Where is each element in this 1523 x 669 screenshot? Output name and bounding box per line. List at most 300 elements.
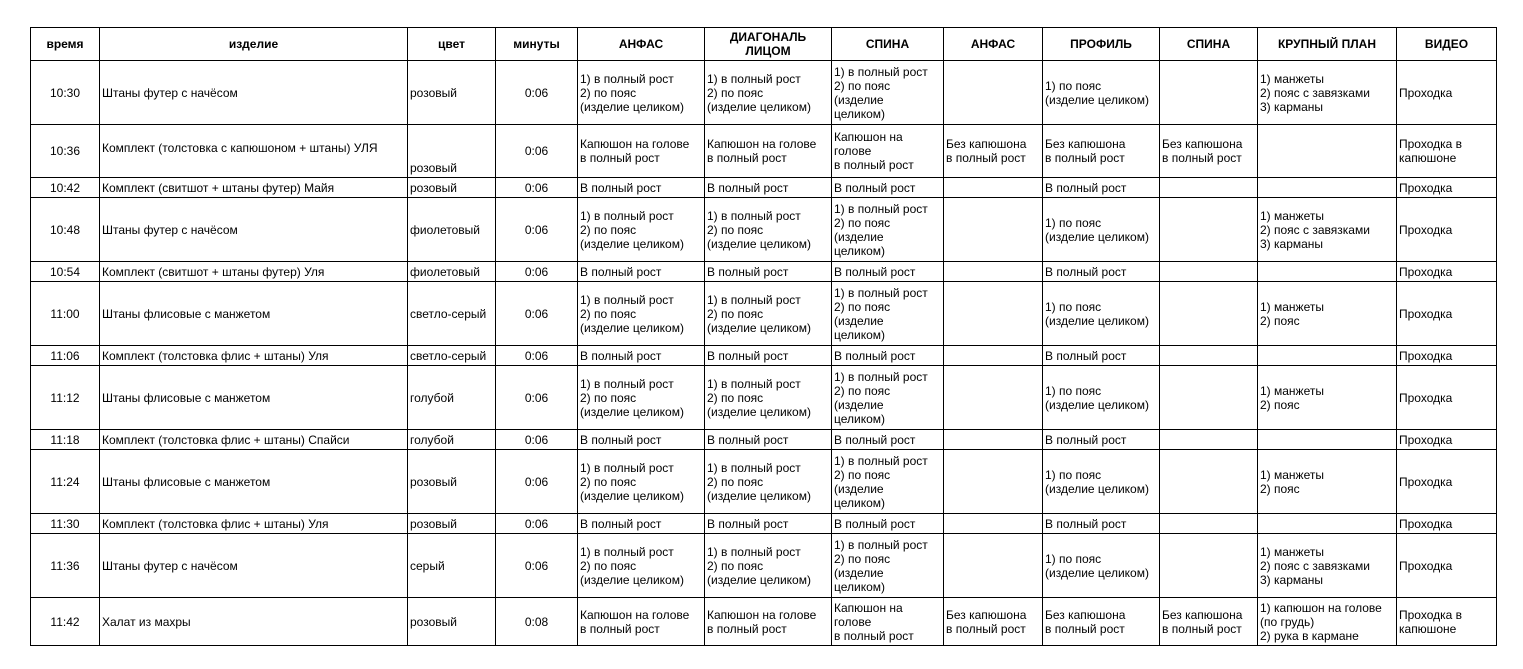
diagonal-cell bbox=[705, 534, 832, 598]
diagonal-cell bbox=[705, 450, 832, 514]
item-cell: Комплект (толстовка флис + штаны) Спайси bbox=[100, 430, 408, 450]
video-cell bbox=[1397, 514, 1497, 534]
cell-line: 2) рука в кармане bbox=[1260, 628, 1359, 643]
cell-line: В полный рост bbox=[834, 516, 916, 531]
time-cell: 11:24 bbox=[31, 450, 100, 514]
cell-line: В полный рост bbox=[580, 516, 662, 531]
cell-line: В полный рост bbox=[834, 432, 916, 447]
cell-line: 3) карманы bbox=[1260, 99, 1324, 114]
minutes-cell: 0:06 bbox=[496, 430, 578, 450]
cell-line: капюшоне bbox=[1399, 151, 1457, 165]
video-cell bbox=[1397, 366, 1497, 430]
cell-line: (изделие целиком) bbox=[580, 404, 684, 419]
cell-line: Проходка bbox=[1399, 222, 1453, 237]
back-cell bbox=[832, 282, 944, 346]
cell-line: 1) в полный рост bbox=[834, 537, 928, 552]
cell-line: (изделие целиком) bbox=[707, 572, 811, 587]
back-cell bbox=[832, 61, 944, 125]
item-cell: Штаны флисовые с манжетом bbox=[100, 282, 408, 346]
cell-line: 1) по пояс bbox=[1045, 383, 1102, 398]
profile-cell bbox=[1043, 262, 1160, 282]
cell-line: Проходка bbox=[1399, 306, 1453, 321]
time-cell: 10:54 bbox=[31, 262, 100, 282]
cell-line: Проходка bbox=[1399, 390, 1453, 405]
front-2-cell bbox=[944, 430, 1043, 450]
front-cell bbox=[578, 346, 705, 366]
cell-line: (изделие целиком) bbox=[580, 488, 684, 503]
cell-line: 1) в полный рост bbox=[707, 292, 801, 307]
cell-line: (изделие целиком) bbox=[580, 236, 684, 251]
cell-line: Капюшон на голове bbox=[580, 137, 690, 151]
diagonal-cell bbox=[705, 262, 832, 282]
profile-cell bbox=[1043, 430, 1160, 450]
cell-line: В полный рост bbox=[834, 180, 916, 195]
cell-line: 2) пояс bbox=[1260, 481, 1300, 496]
cell-line: 1) в полный рост bbox=[707, 376, 801, 391]
cell-line: 2) по пояс bbox=[707, 390, 764, 405]
item-cell: Халат из махры bbox=[100, 598, 408, 646]
cell-line: 1) в полный рост bbox=[580, 460, 674, 475]
header-back-2: СПИНА bbox=[1160, 28, 1258, 61]
cell-line: Проходка в bbox=[1399, 137, 1463, 151]
back-cell bbox=[832, 514, 944, 534]
front-2-cell bbox=[944, 346, 1043, 366]
color-cell: розовый bbox=[408, 598, 496, 646]
closeup-cell bbox=[1258, 598, 1397, 646]
closeup-cell bbox=[1258, 450, 1397, 514]
header-time: время bbox=[31, 28, 100, 61]
front-cell bbox=[578, 178, 705, 198]
cell-line: В полный рост bbox=[580, 348, 662, 363]
table-row bbox=[31, 598, 1497, 646]
color-cell: розовый bbox=[408, 514, 496, 534]
item-cell: Штаны флисовые с манжетом bbox=[100, 450, 408, 514]
back-2-cell bbox=[1160, 125, 1258, 178]
front-2-cell bbox=[944, 198, 1043, 262]
cell-line: Без капюшона bbox=[946, 137, 1027, 151]
cell-line: 2) по пояс bbox=[580, 222, 637, 237]
cell-line: 1) манжеты bbox=[1260, 299, 1324, 314]
cell-line: Проходка bbox=[1399, 432, 1453, 447]
cell-line: 1) капюшон на голове bbox=[1260, 600, 1382, 615]
item-cell: Комплект (свитшот + штаны футер) Уля bbox=[100, 262, 408, 282]
cell-line: 1) в полный рост bbox=[580, 544, 674, 559]
back-2-cell bbox=[1160, 450, 1258, 514]
cell-line: 2) по пояс bbox=[580, 558, 637, 573]
back-2-cell bbox=[1160, 282, 1258, 346]
cell-line: 2) по пояс bbox=[707, 306, 764, 321]
video-cell bbox=[1397, 178, 1497, 198]
color-cell: светло-серый bbox=[408, 282, 496, 346]
cell-line: Проходка bbox=[1399, 474, 1453, 489]
time-cell: 10:48 bbox=[31, 198, 100, 262]
schedule-body bbox=[31, 61, 1497, 646]
shooting-schedule-table bbox=[30, 27, 1497, 646]
profile-cell bbox=[1043, 598, 1160, 646]
time-cell: 11:30 bbox=[31, 514, 100, 534]
color-cell: фиолетовый bbox=[408, 198, 496, 262]
back-cell bbox=[832, 125, 944, 178]
back-2-cell bbox=[1160, 346, 1258, 366]
cell-line: 1) в полный рост bbox=[834, 64, 928, 79]
cell-line: голове bbox=[834, 614, 872, 629]
color-cell: розовый bbox=[408, 125, 496, 178]
table-row bbox=[31, 450, 1497, 514]
cell-line: Капюшон на голове bbox=[707, 137, 817, 151]
cell-line: 1) манжеты bbox=[1260, 208, 1324, 223]
item-cell: Комплект (толстовка флис + штаны) Уля bbox=[100, 346, 408, 366]
cell-line: 2) по пояс bbox=[834, 383, 891, 398]
back-cell bbox=[832, 598, 944, 646]
cell-line: (изделие целиком) bbox=[707, 99, 811, 114]
cell-line: 2) по пояс bbox=[834, 299, 891, 314]
front-cell bbox=[578, 450, 705, 514]
minutes-cell: 0:06 bbox=[496, 366, 578, 430]
video-cell bbox=[1397, 346, 1497, 366]
cell-line: в полный рост bbox=[834, 158, 914, 172]
back-cell bbox=[832, 430, 944, 450]
closeup-cell bbox=[1258, 262, 1397, 282]
cell-line: голове bbox=[834, 144, 872, 158]
cell-line: В полный рост bbox=[707, 264, 789, 279]
profile-cell bbox=[1043, 125, 1160, 178]
cell-line: 1) в полный рост bbox=[580, 292, 674, 307]
profile-cell bbox=[1043, 346, 1160, 366]
cell-line: Проходка bbox=[1399, 348, 1453, 363]
cell-line: В полный рост bbox=[1045, 516, 1127, 531]
video-cell bbox=[1397, 430, 1497, 450]
item-cell: Комплект (свитшот + штаны футер) Майя bbox=[100, 178, 408, 198]
cell-line: (изделие целиком) bbox=[580, 320, 684, 335]
cell-line: в полный рост bbox=[707, 621, 787, 636]
cell-line: Капюшон на голове bbox=[707, 607, 817, 622]
front-2-cell bbox=[944, 366, 1043, 430]
cell-line: Без капюшона bbox=[1045, 607, 1126, 622]
cell-line: (изделие целиком) bbox=[707, 236, 811, 251]
cell-line: (изделие bbox=[834, 397, 884, 412]
header-profile: ПРОФИЛЬ bbox=[1043, 28, 1160, 61]
cell-line: 1) по пояс bbox=[1045, 78, 1102, 93]
time-cell: 11:36 bbox=[31, 534, 100, 598]
profile-cell bbox=[1043, 282, 1160, 346]
closeup-cell bbox=[1258, 125, 1397, 178]
table-row bbox=[31, 346, 1497, 366]
cell-line: в полный рост bbox=[580, 621, 660, 636]
color-cell: голубой bbox=[408, 430, 496, 450]
front-2-cell bbox=[944, 178, 1043, 198]
time-cell: 11:12 bbox=[31, 366, 100, 430]
front-2-cell bbox=[944, 262, 1043, 282]
minutes-cell: 0:06 bbox=[496, 514, 578, 534]
cell-line: 1) по пояс bbox=[1045, 299, 1102, 314]
closeup-cell bbox=[1258, 282, 1397, 346]
back-cell bbox=[832, 450, 944, 514]
minutes-cell: 0:06 bbox=[496, 61, 578, 125]
back-cell bbox=[832, 366, 944, 430]
cell-line: в полный рост bbox=[1045, 621, 1125, 636]
profile-cell bbox=[1043, 534, 1160, 598]
profile-cell bbox=[1043, 61, 1160, 125]
back-cell bbox=[832, 198, 944, 262]
diagonal-cell bbox=[705, 125, 832, 178]
cell-line: (изделие целиком) bbox=[707, 488, 811, 503]
cell-line: 2) по пояс bbox=[834, 78, 891, 93]
diagonal-cell bbox=[705, 514, 832, 534]
header-front-2: АНФАС bbox=[944, 28, 1043, 61]
cell-line: (изделие целиком) bbox=[1045, 481, 1149, 496]
cell-line: целиком) bbox=[834, 495, 886, 510]
color-cell: серый bbox=[408, 534, 496, 598]
item-cell: Штаны футер с начёсом bbox=[100, 61, 408, 125]
cell-line: в полный рост bbox=[1162, 151, 1242, 165]
cell-line: 2) по пояс bbox=[834, 215, 891, 230]
cell-line: 2) по пояс bbox=[707, 474, 764, 489]
cell-line: 1) манжеты bbox=[1260, 544, 1324, 559]
minutes-cell: 0:06 bbox=[496, 346, 578, 366]
cell-line: В полный рост bbox=[1045, 432, 1127, 447]
color-cell: фиолетовый bbox=[408, 262, 496, 282]
header-closeup: КРУПНЫЙ ПЛАН bbox=[1258, 28, 1397, 61]
minutes-cell: 0:06 bbox=[496, 534, 578, 598]
header-row bbox=[31, 28, 1497, 61]
table-row bbox=[31, 514, 1497, 534]
closeup-cell bbox=[1258, 61, 1397, 125]
header-diagonal: ДИАГОНАЛЬ ЛИЦОМ bbox=[705, 28, 832, 61]
cell-line: в полный рост bbox=[580, 151, 660, 165]
minutes-cell: 0:06 bbox=[496, 198, 578, 262]
color-cell: розовый bbox=[408, 450, 496, 514]
minutes-cell: 0:06 bbox=[496, 125, 578, 178]
cell-line: в полный рост bbox=[946, 621, 1026, 636]
back-2-cell bbox=[1160, 262, 1258, 282]
header-color: цвет bbox=[408, 28, 496, 61]
cell-line: в полный рост bbox=[1045, 151, 1125, 165]
video-cell bbox=[1397, 450, 1497, 514]
time-cell: 11:06 bbox=[31, 346, 100, 366]
table-row bbox=[31, 262, 1497, 282]
time-cell: 11:18 bbox=[31, 430, 100, 450]
cell-line: В полный рост bbox=[1045, 180, 1127, 195]
color-cell: розовый bbox=[408, 178, 496, 198]
front-cell bbox=[578, 598, 705, 646]
cell-line: Капюшон на bbox=[834, 130, 903, 144]
cell-line: 1) в полный рост bbox=[834, 285, 928, 300]
cell-line: капюшоне bbox=[1399, 621, 1457, 636]
cell-line: 2) пояс с завязками bbox=[1260, 85, 1370, 100]
cell-line: В полный рост bbox=[707, 432, 789, 447]
cell-line: В полный рост bbox=[707, 180, 789, 195]
item-cell: Комплект (толстовка флис + штаны) Уля bbox=[100, 514, 408, 534]
closeup-cell bbox=[1258, 534, 1397, 598]
cell-line: (изделие целиком) bbox=[1045, 565, 1149, 580]
cell-line: в полный рост bbox=[1162, 621, 1242, 636]
header-item: изделие bbox=[100, 28, 408, 61]
cell-line: (изделие целиком) bbox=[580, 572, 684, 587]
header-minutes: минуты bbox=[496, 28, 578, 61]
back-cell bbox=[832, 346, 944, 366]
cell-line: (изделие целиком) bbox=[707, 320, 811, 335]
cell-line: 1) в полный рост bbox=[707, 208, 801, 223]
cell-line: (изделие целиком) bbox=[1045, 229, 1149, 244]
cell-line: 1) в полный рост bbox=[707, 544, 801, 559]
cell-line: (изделие bbox=[834, 229, 884, 244]
minutes-cell: 0:06 bbox=[496, 282, 578, 346]
cell-line: 2) пояс bbox=[1260, 313, 1300, 328]
video-cell bbox=[1397, 198, 1497, 262]
front-2-cell bbox=[944, 125, 1043, 178]
cell-line: 2) пояс с завязками bbox=[1260, 222, 1370, 237]
video-cell bbox=[1397, 534, 1497, 598]
cell-line: 1) в полный рост bbox=[580, 71, 674, 86]
back-2-cell bbox=[1160, 514, 1258, 534]
minutes-cell: 0:08 bbox=[496, 598, 578, 646]
cell-line: Проходка bbox=[1399, 264, 1453, 279]
cell-line: 2) по пояс bbox=[834, 551, 891, 566]
closeup-cell bbox=[1258, 430, 1397, 450]
cell-line: Без капюшона bbox=[946, 607, 1027, 622]
video-cell bbox=[1397, 598, 1497, 646]
minutes-cell: 0:06 bbox=[496, 178, 578, 198]
closeup-cell bbox=[1258, 178, 1397, 198]
cell-line: 1) в полный рост bbox=[707, 71, 801, 86]
cell-line: (изделие bbox=[834, 481, 884, 496]
cell-line: (изделие целиком) bbox=[1045, 397, 1149, 412]
table-row bbox=[31, 430, 1497, 450]
cell-line: 1) манжеты bbox=[1260, 467, 1324, 482]
front-2-cell bbox=[944, 450, 1043, 514]
front-cell bbox=[578, 282, 705, 346]
cell-line: в полный рост bbox=[946, 151, 1026, 165]
front-2-cell bbox=[944, 598, 1043, 646]
cell-line: В полный рост bbox=[580, 264, 662, 279]
back-cell bbox=[832, 262, 944, 282]
front-cell bbox=[578, 366, 705, 430]
cell-line: (изделие bbox=[834, 565, 884, 580]
back-cell bbox=[832, 534, 944, 598]
cell-line: В полный рост bbox=[834, 264, 916, 279]
back-2-cell bbox=[1160, 598, 1258, 646]
cell-line: 2) по пояс bbox=[707, 222, 764, 237]
profile-cell bbox=[1043, 366, 1160, 430]
cell-line: 2) по пояс bbox=[834, 467, 891, 482]
video-cell bbox=[1397, 61, 1497, 125]
table-row bbox=[31, 282, 1497, 346]
closeup-cell bbox=[1258, 198, 1397, 262]
profile-cell bbox=[1043, 198, 1160, 262]
diagonal-cell bbox=[705, 598, 832, 646]
video-cell bbox=[1397, 282, 1497, 346]
cell-line: (изделие bbox=[834, 92, 884, 107]
front-cell bbox=[578, 514, 705, 534]
profile-cell bbox=[1043, 514, 1160, 534]
cell-line: 1) по пояс bbox=[1045, 215, 1102, 230]
cell-line: В полный рост bbox=[580, 432, 662, 447]
cell-line: В полный рост bbox=[1045, 348, 1127, 363]
color-cell: розовый bbox=[408, 61, 496, 125]
cell-line: 1) в полный рост bbox=[834, 453, 928, 468]
front-cell bbox=[578, 262, 705, 282]
closeup-cell bbox=[1258, 346, 1397, 366]
cell-line: 2) по пояс bbox=[580, 306, 637, 321]
time-cell: 10:42 bbox=[31, 178, 100, 198]
cell-line: 2) по пояс bbox=[580, 390, 637, 405]
diagonal-cell bbox=[705, 366, 832, 430]
cell-line: 1) в полный рост bbox=[707, 460, 801, 475]
profile-cell bbox=[1043, 178, 1160, 198]
time-cell: 11:42 bbox=[31, 598, 100, 646]
cell-line: (изделие целиком) bbox=[580, 99, 684, 114]
cell-line: 1) манжеты bbox=[1260, 71, 1324, 86]
cell-line: 2) по пояс bbox=[580, 85, 637, 100]
cell-line: (изделие целиком) bbox=[707, 404, 811, 419]
diagonal-cell bbox=[705, 198, 832, 262]
cell-line: В полный рост bbox=[707, 516, 789, 531]
front-cell bbox=[578, 198, 705, 262]
table-row bbox=[31, 534, 1497, 598]
front-cell bbox=[578, 125, 705, 178]
front-2-cell bbox=[944, 534, 1043, 598]
cell-line: 2) пояс с завязками bbox=[1260, 558, 1370, 573]
minutes-cell: 0:06 bbox=[496, 450, 578, 514]
cell-line: целиком) bbox=[834, 327, 886, 342]
table-row bbox=[31, 178, 1497, 198]
cell-line: Проходка в bbox=[1399, 607, 1463, 622]
cell-line: 1) по пояс bbox=[1045, 551, 1102, 566]
cell-line: В полный рост bbox=[580, 180, 662, 195]
back-2-cell bbox=[1160, 178, 1258, 198]
color-cell: светло-серый bbox=[408, 346, 496, 366]
time-cell: 10:30 bbox=[31, 61, 100, 125]
closeup-cell bbox=[1258, 514, 1397, 534]
cell-line: Проходка bbox=[1399, 516, 1453, 531]
back-2-cell bbox=[1160, 198, 1258, 262]
cell-line: В полный рост bbox=[707, 348, 789, 363]
cell-line: целиком) bbox=[834, 579, 886, 594]
cell-line: целиком) bbox=[834, 411, 886, 426]
cell-line: 1) манжеты bbox=[1260, 383, 1324, 398]
color-cell: голубой bbox=[408, 366, 496, 430]
table-row bbox=[31, 61, 1497, 125]
cell-line: (изделие bbox=[834, 313, 884, 328]
video-cell bbox=[1397, 262, 1497, 282]
cell-line: (по грудь) bbox=[1260, 614, 1315, 629]
time-cell: 10:36 bbox=[31, 125, 100, 178]
header-video: ВИДЕО bbox=[1397, 28, 1497, 61]
diagonal-cell bbox=[705, 178, 832, 198]
cell-line: Проходка bbox=[1399, 558, 1453, 573]
cell-line: Без капюшона bbox=[1162, 137, 1243, 151]
cell-line: Капюшон на голове bbox=[580, 607, 690, 622]
cell-line: Без капюшона bbox=[1162, 607, 1243, 622]
cell-line: 2) по пояс bbox=[580, 474, 637, 489]
front-cell bbox=[578, 534, 705, 598]
cell-line: В полный рост bbox=[1045, 264, 1127, 279]
profile-cell bbox=[1043, 450, 1160, 514]
back-2-cell bbox=[1160, 534, 1258, 598]
table-row bbox=[31, 125, 1497, 178]
diagonal-cell bbox=[705, 346, 832, 366]
table-row bbox=[31, 366, 1497, 430]
back-cell bbox=[832, 178, 944, 198]
item-cell: Штаны футер с начёсом bbox=[100, 534, 408, 598]
cell-line: (изделие целиком) bbox=[1045, 313, 1149, 328]
cell-line: 2) по пояс bbox=[707, 85, 764, 100]
front-2-cell bbox=[944, 282, 1043, 346]
cell-line: (изделие целиком) bbox=[1045, 92, 1149, 107]
cell-line: 1) в полный рост bbox=[580, 208, 674, 223]
time-cell: 11:00 bbox=[31, 282, 100, 346]
header-front: АНФАС bbox=[578, 28, 705, 61]
